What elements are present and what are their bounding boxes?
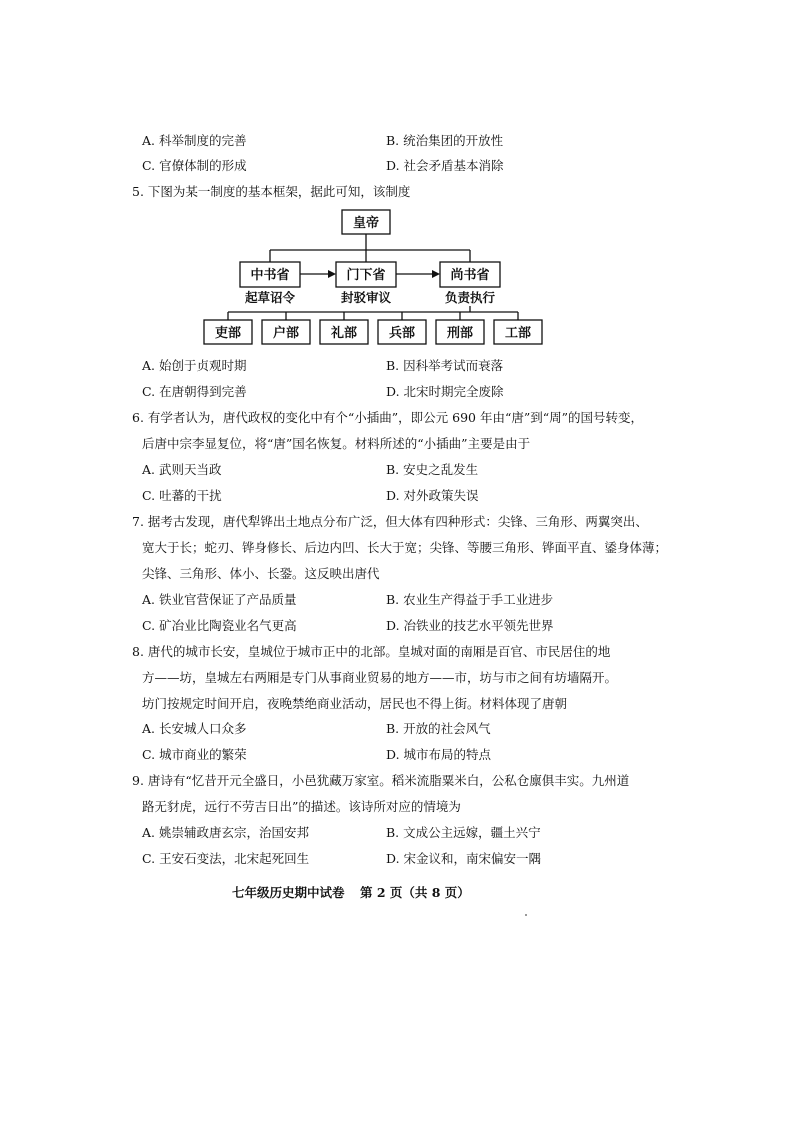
- q9-stem-line-1: 9. 唐诗有“忆昔开元全盛日，小邑犹藏万家室。稻米流脂粟米白，公私仓廪俱丰实。九州道: [132, 773, 630, 788]
- q6-stem-line-2: 后唐中宗李显复位，将“唐”国名恢复。材料所述的“小插曲”主要是由于: [142, 436, 531, 451]
- diagram-label-libu-officials: 吏部: [214, 326, 242, 341]
- q9-stem-line-2: 路无豺虎，远行不劳吉日出”的描述。该诗所对应的情境为: [142, 799, 461, 814]
- q8-option-b: B. 开放的社会风气: [386, 721, 491, 736]
- diagram-label-emperor: 皇帝: [352, 216, 380, 231]
- q6-option-a: A. 武则天当政: [142, 462, 222, 477]
- diagram-label-menxia: 门下省: [346, 268, 386, 283]
- q7-stem-line-3: 尖锋、三角形、体小、长銎。这反映出唐代: [142, 566, 380, 581]
- q5-option-c: C. 在唐朝得到完善: [142, 384, 247, 399]
- diagram-duty-review: 封驳审议: [340, 290, 392, 305]
- q8-option-a: A. 长安城人口众多: [142, 721, 247, 736]
- q7-option-d: D. 冶铁业的技艺水平领先世界: [386, 618, 554, 633]
- q6-stem-line-1: 6. 有学者认为，唐代政权的变化中有个“小插曲”，即公元 690 年由“唐”到“周”的国号转变，: [132, 410, 644, 425]
- q9-option-b: B. 文成公主远嫁，疆土兴宁: [386, 825, 541, 840]
- q8-stem-line-3: 坊门按规定时间开启，夜晚禁绝商业活动，居民也不得上街。材料体现了唐朝: [142, 696, 568, 711]
- diagram-duty-execute: 负责执行: [444, 290, 496, 305]
- q4-option-d: D. 社会矛盾基本消除: [386, 158, 504, 173]
- q4-option-c: C. 官僚体制的形成: [142, 158, 247, 173]
- footer-exam-title: 七年级历史期中试卷: [232, 885, 345, 900]
- diagram-label-shangshu: 尚书省: [450, 268, 490, 283]
- diagram-label-bingbu: 兵部: [388, 326, 416, 341]
- q5-option-d: D. 北宋时期完全废除: [386, 384, 504, 399]
- diagram-label-zhongshu: 中书省: [250, 268, 290, 283]
- diagram-label-libu-rites: 礼部: [330, 326, 358, 341]
- q6-option-b: B. 安史之乱发生: [386, 462, 479, 477]
- arrow-head-icon: [328, 270, 336, 278]
- q4-option-a: A. 科举制度的完善: [142, 133, 247, 148]
- q4-option-b: B. 统治集团的开放性: [386, 133, 504, 148]
- q5-option-a: A. 始创于贞观时期: [142, 358, 247, 373]
- diagram-label-hubu: 户部: [272, 326, 300, 341]
- diagram-duty-draft: 起草诏令: [244, 290, 296, 305]
- arrow-head-icon: [432, 270, 440, 278]
- q8-stem-line-1: 8. 唐代的城市长安，皇城位于城市正中的北部。皇城对面的南厢是百官、市民居住的地: [132, 644, 611, 659]
- q7-option-a: A. 铁业官营保证了产品质量: [142, 592, 297, 607]
- q9-option-a: A. 姚崇辅政唐玄宗，治国安邦: [142, 825, 309, 840]
- diagram-label-xingbu: 刑部: [446, 326, 474, 341]
- q8-option-c: C. 城市商业的繁荣: [142, 747, 247, 762]
- q7-option-c: C. 矿冶业比陶瓷业名气更高: [142, 618, 297, 633]
- footer-page-number: 第 2 页（共 8 页）: [360, 885, 470, 900]
- government-structure-diagram: [190, 208, 580, 348]
- q9-option-c: C. 王安石变法，北宋起死回生: [142, 851, 310, 866]
- q8-stem-line-2: 方——坊，皇城左右两厢是专门从事商业贸易的地方——市，坊与市之间有坊墙隔开。: [142, 670, 618, 685]
- q5-option-b: B. 因科举考试而衰落: [386, 358, 504, 373]
- q6-option-d: D. 对外政策失误: [386, 488, 479, 503]
- q7-option-b: B. 农业生产得益于手工业进步: [386, 592, 554, 607]
- q6-option-c: C. 吐蕃的干扰: [142, 488, 222, 503]
- q7-stem-line-2: 宽大于长；蛇刃、铧身修长、后边内凹、长大于宽；尖锋、等腰三角形、铧面平直、鋈身体薄；: [142, 540, 668, 555]
- q9-option-d: D. 宋金议和，南宋偏安一隅: [386, 851, 542, 866]
- q7-stem-line-1: 7. 据考古发现，唐代犁铧出土地点分布广泛，但大体有四种形式：尖锋、三角形、两翼突出、: [132, 514, 648, 529]
- diagram-label-gongbu: 工部: [504, 326, 532, 341]
- q5-stem: 5. 下图为某一制度的基本框架，据此可知，该制度: [132, 184, 411, 199]
- scan-speck: [525, 914, 527, 916]
- q8-option-d: D. 城市布局的特点: [386, 747, 492, 762]
